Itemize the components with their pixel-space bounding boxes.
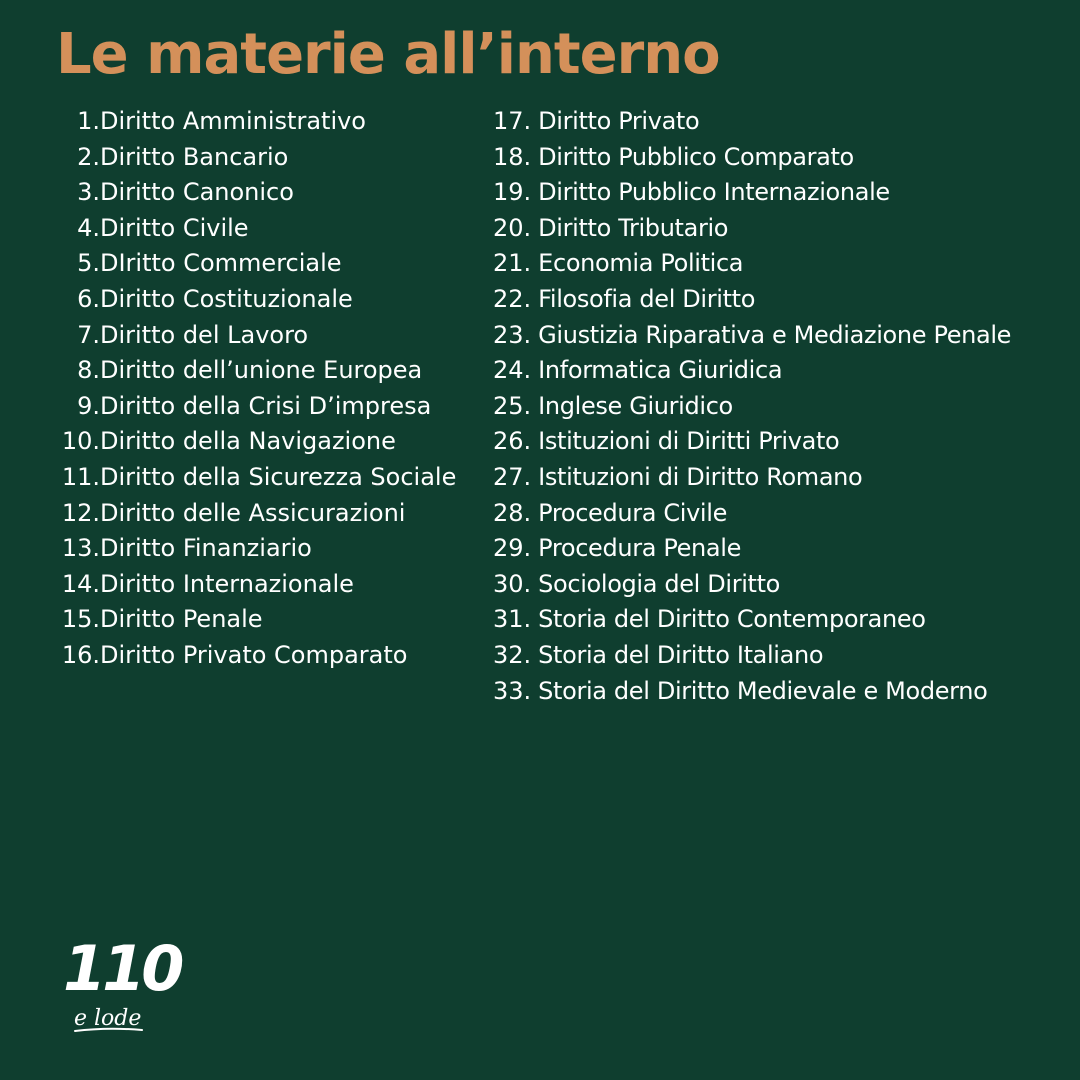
item-label: Diritto della Navigazione: [100, 427, 396, 456]
list-item: [60, 567, 456, 603]
item-label: Diritto della Crisi D’impresa: [100, 391, 432, 420]
item-label: Diritto Bancario: [100, 142, 289, 171]
list-item: [60, 460, 456, 496]
list-item: [493, 531, 1011, 567]
item-number: 10.: [61, 427, 100, 456]
item-number: 17.: [493, 107, 532, 135]
item-label: Diritto Costituzionale: [100, 284, 353, 313]
item-label: Diritto Amministrativo: [100, 107, 366, 135]
item-number: 6.: [77, 284, 100, 313]
list-item: [60, 175, 456, 211]
item-number: 4.: [77, 213, 100, 242]
item-number: 5.: [77, 249, 100, 278]
item-label: Diritto Civile: [100, 213, 249, 242]
page-title: Le materie all’interno: [56, 22, 720, 87]
item-number: 26.: [493, 427, 532, 456]
item-number: 30.: [493, 569, 532, 598]
item-number: 14.: [61, 569, 100, 598]
item-label: Diritto Penale: [100, 605, 263, 634]
item-number: 33.: [493, 676, 532, 705]
item-label: Procedura Civile: [538, 498, 727, 527]
item-number: 24.: [493, 356, 532, 385]
item-number: 11.: [61, 462, 100, 491]
list-item: [493, 567, 1011, 603]
subjects-list-left: [60, 104, 456, 674]
item-label: Diritto Canonico: [100, 178, 294, 207]
list-item: [493, 424, 1011, 460]
item-number: 18.: [493, 142, 532, 171]
list-item: [493, 638, 1011, 674]
item-number: 25.: [493, 391, 532, 420]
item-label: Storia del Diritto Medievale e Moderno: [538, 676, 988, 705]
list-item: [60, 282, 456, 318]
list-item: [493, 104, 1011, 140]
item-label: Filosofia del Diritto: [538, 284, 756, 313]
item-label: Diritto Finanziario: [100, 534, 312, 563]
list-item: [60, 353, 456, 389]
list-item: [493, 460, 1011, 496]
item-number: 23.: [493, 320, 532, 349]
list-item: [493, 496, 1011, 532]
item-number: 3.: [77, 178, 100, 207]
item-label: Diritto Privato Comparato: [100, 640, 408, 669]
item-number: 21.: [493, 249, 532, 278]
item-label: Storia del Diritto Italiano: [538, 640, 824, 669]
list-item: [493, 318, 1011, 354]
item-number: 2.: [77, 142, 100, 171]
item-label: Diritto dell’unione Europea: [100, 356, 423, 385]
list-item: [60, 140, 456, 176]
subjects-list-right: [493, 104, 1011, 709]
logo-tagline: e lode: [74, 1006, 142, 1031]
item-number: 12.: [61, 498, 100, 527]
list-item: [493, 140, 1011, 176]
item-label: Economia Politica: [538, 249, 744, 278]
list-item: [60, 318, 456, 354]
item-number: 15.: [61, 605, 100, 634]
item-number: 32.: [493, 640, 532, 669]
list-item: [493, 211, 1011, 247]
item-number: 27.: [493, 462, 532, 491]
item-label: Giustizia Riparativa e Mediazione Penale: [538, 320, 1012, 349]
item-label: DIritto Commerciale: [100, 249, 342, 278]
item-label: Istituzioni di Diritto Romano: [538, 462, 863, 491]
item-label: Diritto Internazionale: [100, 569, 354, 598]
item-number: 7.: [77, 320, 100, 349]
item-label: Sociologia del Diritto: [538, 569, 781, 598]
list-item: [60, 496, 456, 532]
item-label: Inglese Giuridico: [538, 391, 733, 420]
list-item: [60, 638, 456, 674]
item-label: Istituzioni di Diritti Privato: [538, 427, 840, 456]
list-item: [493, 674, 1011, 710]
list-item: [493, 282, 1011, 318]
item-label: Diritto Privato: [538, 107, 700, 135]
list-item: [493, 602, 1011, 638]
item-label: Diritto Pubblico Comparato: [538, 142, 854, 171]
item-number: 20.: [493, 213, 532, 242]
list-item: [493, 246, 1011, 282]
item-number: 16.: [61, 640, 100, 669]
logo-number: 110: [63, 932, 181, 1005]
list-item: [60, 211, 456, 247]
item-number: 9.: [77, 391, 100, 420]
list-item: [60, 104, 456, 140]
item-label: Diritto Pubblico Internazionale: [538, 178, 890, 207]
item-label: Storia del Diritto Contemporaneo: [538, 605, 926, 634]
item-label: Informatica Giuridica: [538, 356, 783, 385]
list-item: [60, 389, 456, 425]
item-label: Diritto delle Assicurazioni: [100, 498, 406, 527]
item-number: 28.: [493, 498, 532, 527]
item-label: Diritto Tributario: [538, 213, 729, 242]
list-item: [493, 175, 1011, 211]
list-item: [60, 602, 456, 638]
item-label: Procedura Penale: [538, 534, 741, 563]
list-item: [493, 389, 1011, 425]
item-label: Diritto della Sicurezza Sociale: [100, 462, 457, 491]
item-label: Diritto del Lavoro: [100, 320, 309, 349]
list-item: [60, 246, 456, 282]
brand-logo: [62, 930, 181, 1038]
item-number: 29.: [493, 534, 532, 563]
item-number: 31.: [493, 605, 532, 634]
list-item: [493, 353, 1011, 389]
item-number: 13.: [61, 534, 100, 563]
list-item: [60, 531, 456, 567]
item-number: 1.: [77, 107, 100, 135]
item-number: 19.: [493, 178, 532, 207]
list-item: [60, 424, 456, 460]
item-number: 22.: [493, 284, 532, 313]
item-number: 8.: [77, 356, 100, 385]
